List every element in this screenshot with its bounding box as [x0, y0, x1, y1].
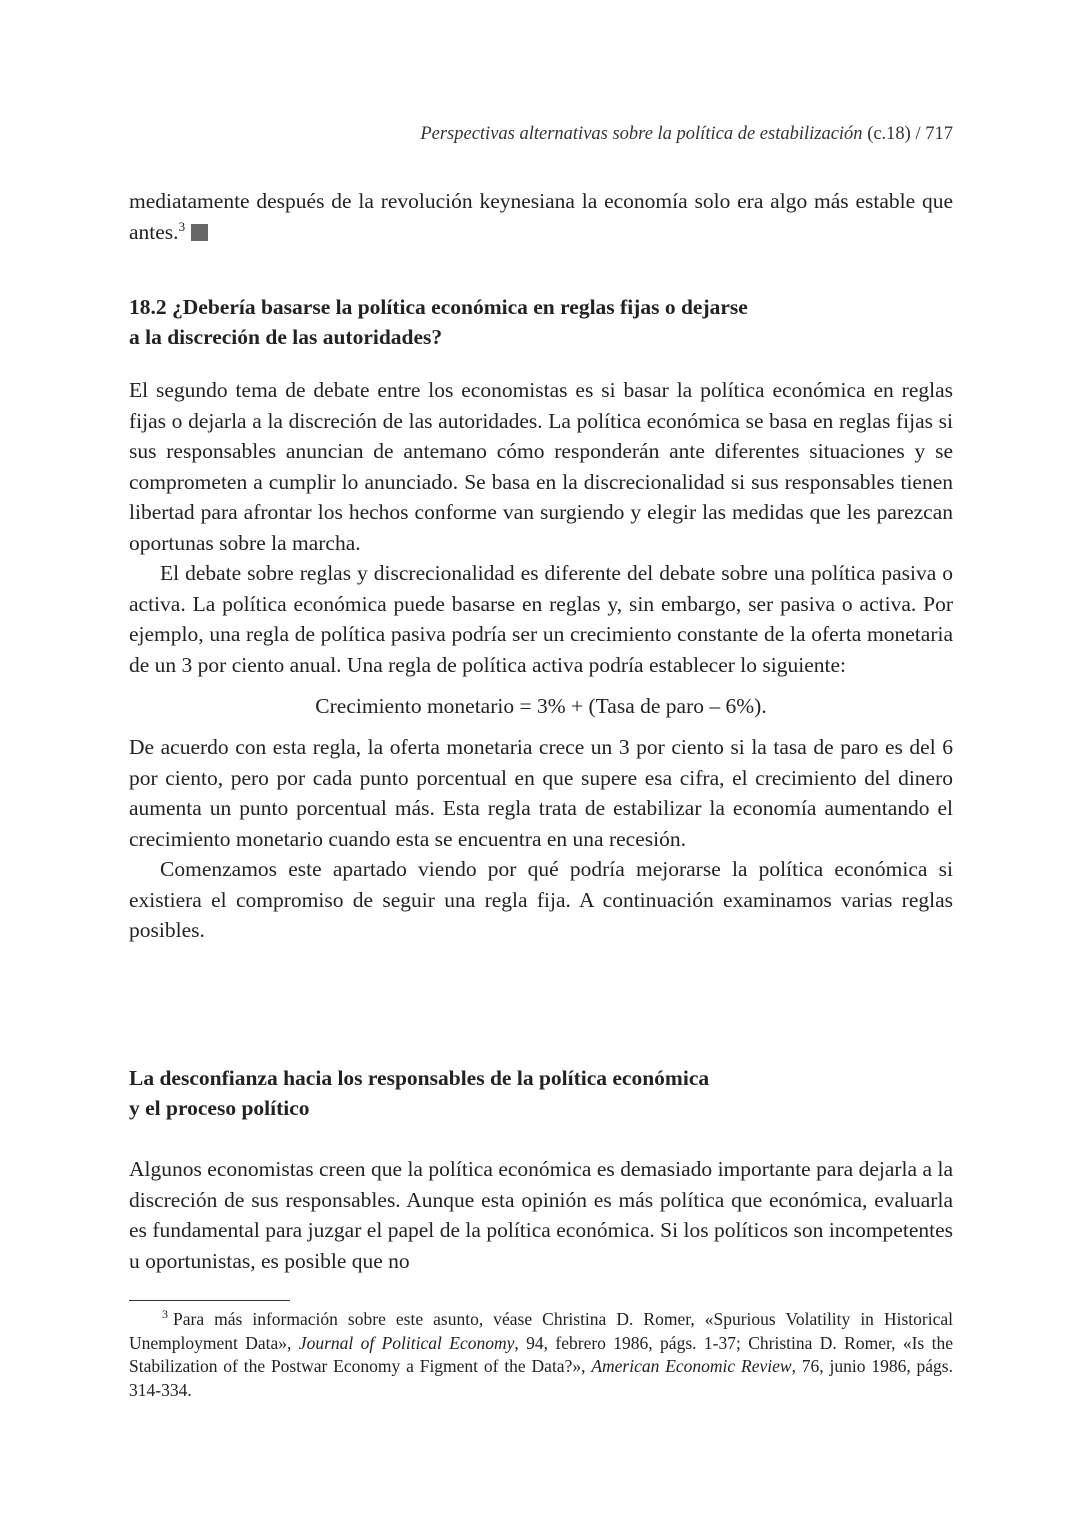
footnote-number: 3	[162, 1307, 168, 1322]
section-paragraph-1: El segundo tema de debate entre los economistas es si basar la política económica en reglas fijas o dejarla a la discreción de las autoridades. La política económica se basa en reglas fijas si sus responsables anuncian de antemano cómo responderán ante diferentes situaciones y se comprometen a cumplir lo anunciado. Se basa en la discrecionalidad si sus responsables tienen libertad para afrontar los hechos conforme van surgiendo y elegir las medidas que les parezcan oportunas sobre la marcha.	[129, 378, 953, 555]
footnote-divider	[129, 1300, 290, 1301]
section-paragraph-2: El debate sobre reglas y discrecionalidad es diferente del debate sobre una política pasiva o activa. La política económica puede basarse en reglas y, sin embargo, ser pasiva o activa. Por ejemplo, una regla de política pasiva podría ser un crecimiento constante de la oferta monetaria de un 3 por ciento anual. Una regla de política activa podría establecer lo siguiente:	[129, 561, 953, 677]
subsection-heading-line1: La desconfianza hacia los responsables de la política económica	[129, 1066, 710, 1090]
section-paragraph-3: De acuerdo con esta regla, la oferta monetaria crece un 3 por ciento si la tasa de paro es del 6 por ciento, pero por cada punto porcentual en que supere esa cifra, el crecimiento del dinero aumenta un punto porcentual más. Esta regla trata de estabilizar la economía aumentando el crecimiento monetario cuando esta se encuentra en una recesión.	[129, 735, 953, 851]
end-square-icon	[191, 224, 208, 241]
subsection-paragraph: Algunos economistas creen que la política económica es demasiado importante para dejarla a la discreción de sus responsables. Aunque esta opinión es más política que económica, evaluarla es fundamental para juzgar el papel de la política económica. Si los políticos son incompetentes u oportunistas, es posible que no	[129, 1157, 953, 1273]
opening-text: mediatamente después de la revolución keynesiana la economía solo era algo más estable que antes.	[129, 189, 953, 244]
subsection-body	[129, 1154, 953, 1276]
policy-rule-equation: Crecimiento monetario = 3% + (Tasa de paro – 6%).	[315, 694, 767, 718]
section-paragraph-4: Comenzamos este apartado viendo por qué podría mejorarse la política económica si existiera el compromiso de seguir una regla fija. A continuación examinamos varias reglas posibles.	[129, 857, 953, 942]
running-head-page-number: (c.18) / 717	[862, 124, 953, 144]
section-heading	[129, 292, 953, 352]
footnote-reference: 3	[178, 218, 186, 234]
section-heading-line2: a la discreción de las autoridades?	[129, 325, 443, 349]
subsection-heading-line2: y el proceso político	[129, 1096, 310, 1120]
footnote-text-3: , 76, junio 1986, págs. 314-334.	[129, 1356, 953, 1400]
footnote-text-2: , 94, febrero 1986, págs. 1-37; Christina D. Romer, «Is the Stabilization of the Postwar Economy a Figment of the Data?»,	[129, 1332, 953, 1376]
section-heading-line1: 18.2 ¿Debería basarse la política económica en reglas fijas o dejarse	[129, 295, 748, 319]
opening-paragraph	[129, 186, 953, 247]
running-head-title: Perspectivas alternativas sobre la política de estabilización	[420, 124, 863, 144]
footnote-journal-1: Journal of Political Economy	[298, 1332, 515, 1353]
running-head	[129, 124, 953, 145]
footnote	[129, 1308, 953, 1402]
subsection-heading	[129, 1063, 953, 1123]
section-body	[129, 375, 953, 946]
footnote-journal-2: American Economic Review	[591, 1356, 792, 1376]
opening-paragraph-block	[129, 186, 953, 247]
footnote-text-1: Para más información sobre este asunto, véase Christina D. Romer, «Spurious Volatility in Historical Unemployment Data»,	[129, 1309, 953, 1353]
